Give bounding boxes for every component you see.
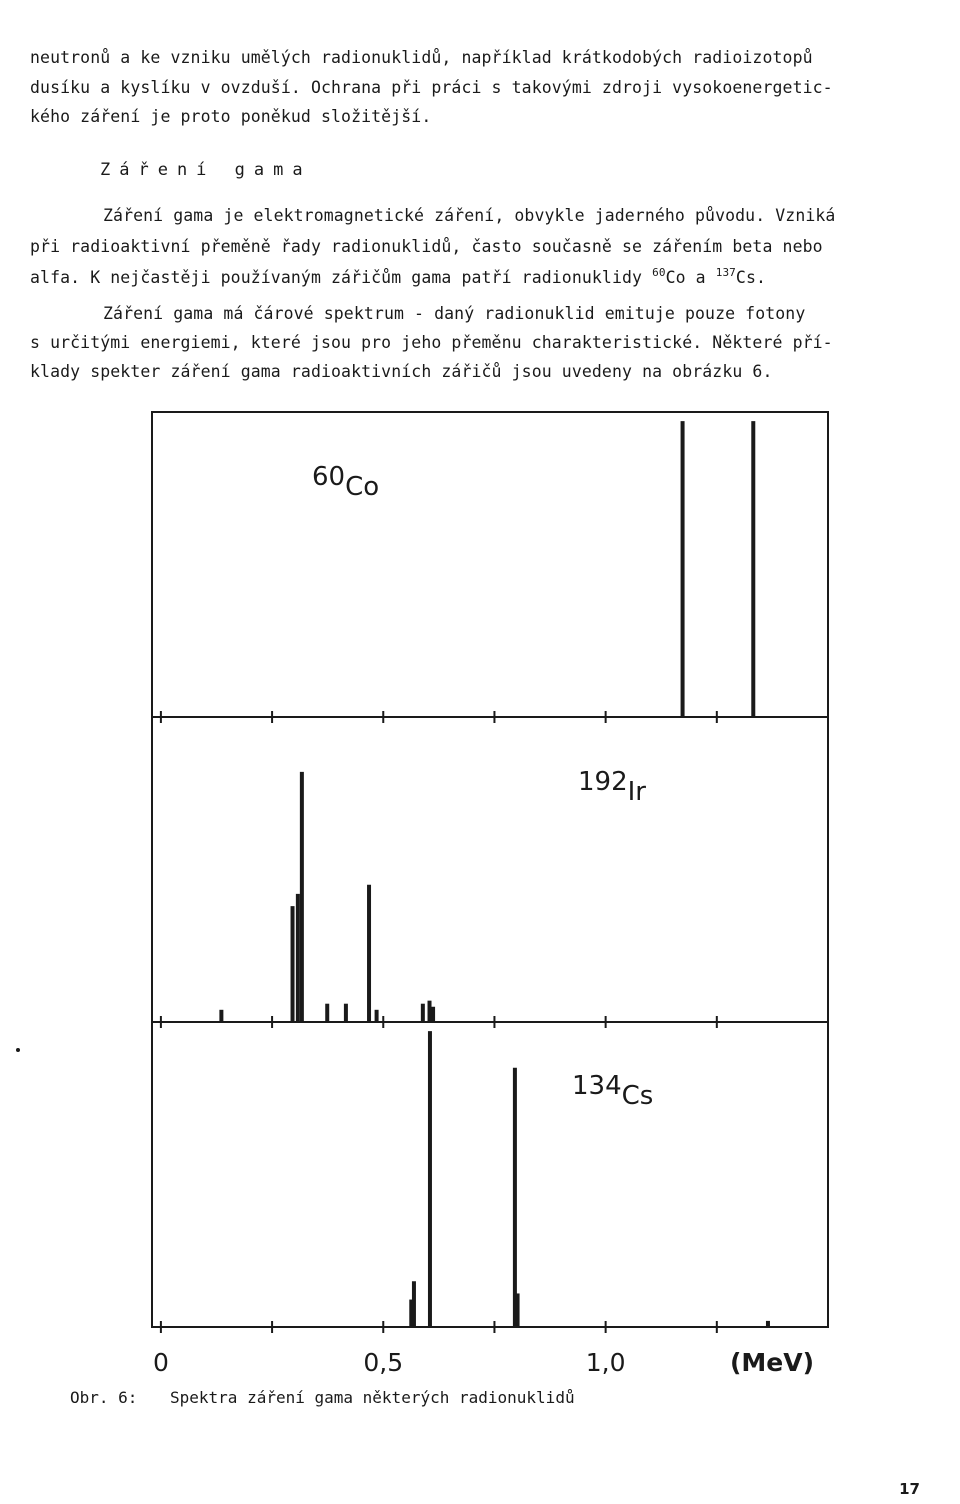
paragraph2-line2: při radioaktivní přeměně řady radionuklidů, často současně se zářením beta nebo: [30, 237, 823, 256]
caption-text: Spektra záření gama některých radionuklidů: [170, 1388, 575, 1407]
figure-frame: [152, 412, 828, 1327]
paragraph1-line1: neutronů a ke vzniku umělých radionuklidů, například krátkodobých radioizotopů: [30, 48, 813, 67]
x-axis-label: (MeV): [729, 1348, 815, 1377]
cs137-mass-sup: 137: [715, 266, 736, 279]
nuclide-mass: 134: [572, 1071, 622, 1101]
paragraph3-line1: Záření gama má čárové spektrum - daný radionuklid emituje pouze fotony: [103, 304, 806, 323]
nuclide-label: [578, 767, 646, 807]
x-tick-label: 0: [152, 1348, 169, 1377]
nuclide-mass: 192: [578, 767, 628, 797]
page-number: 17: [899, 1480, 920, 1498]
cs-text: Cs.: [735, 268, 767, 287]
section-heading: Záření gama: [100, 160, 312, 180]
nuclide-label: [572, 1071, 653, 1111]
co-text: Co a: [665, 268, 716, 287]
nuclide-symbol: Cs: [621, 1081, 654, 1111]
nuclide-mass: 60: [312, 462, 346, 492]
paragraph2-line1: Záření gama je elektromagnetické záření, obvykle jaderného původu. Vzniká: [103, 206, 836, 225]
stray-dot: [16, 1048, 20, 1052]
x-tick-label: 1,0: [585, 1348, 626, 1377]
paragraph2-line3-text: alfa. K nejčastěji používaným zářičům gama patří radionuklidy: [30, 268, 653, 287]
nuclide-symbol: Ir: [627, 777, 646, 807]
nuclide-label: [312, 462, 379, 502]
co60-mass-sup: 60: [652, 266, 666, 279]
paragraph3-line2: s určitými energiemi, které jsou pro jeho přeměnu charakteristické. Některé pří-: [30, 333, 833, 352]
paragraph1-line3: kého záření je proto poněkud složitější.: [30, 107, 432, 126]
nuclide-symbol: Co: [345, 472, 380, 502]
paragraph3-line3: klady spekter záření gama radioaktivních zářičů jsou uvedeny na obrázku 6.: [30, 362, 773, 381]
x-tick-label: 0,5: [363, 1348, 404, 1377]
caption-label: Obr. 6:: [70, 1388, 138, 1407]
paragraph1-line2: dusíku a kyslíku v ovzduší. Ochrana při práci s takovými zdroji vysokoenergetic-: [30, 78, 833, 97]
